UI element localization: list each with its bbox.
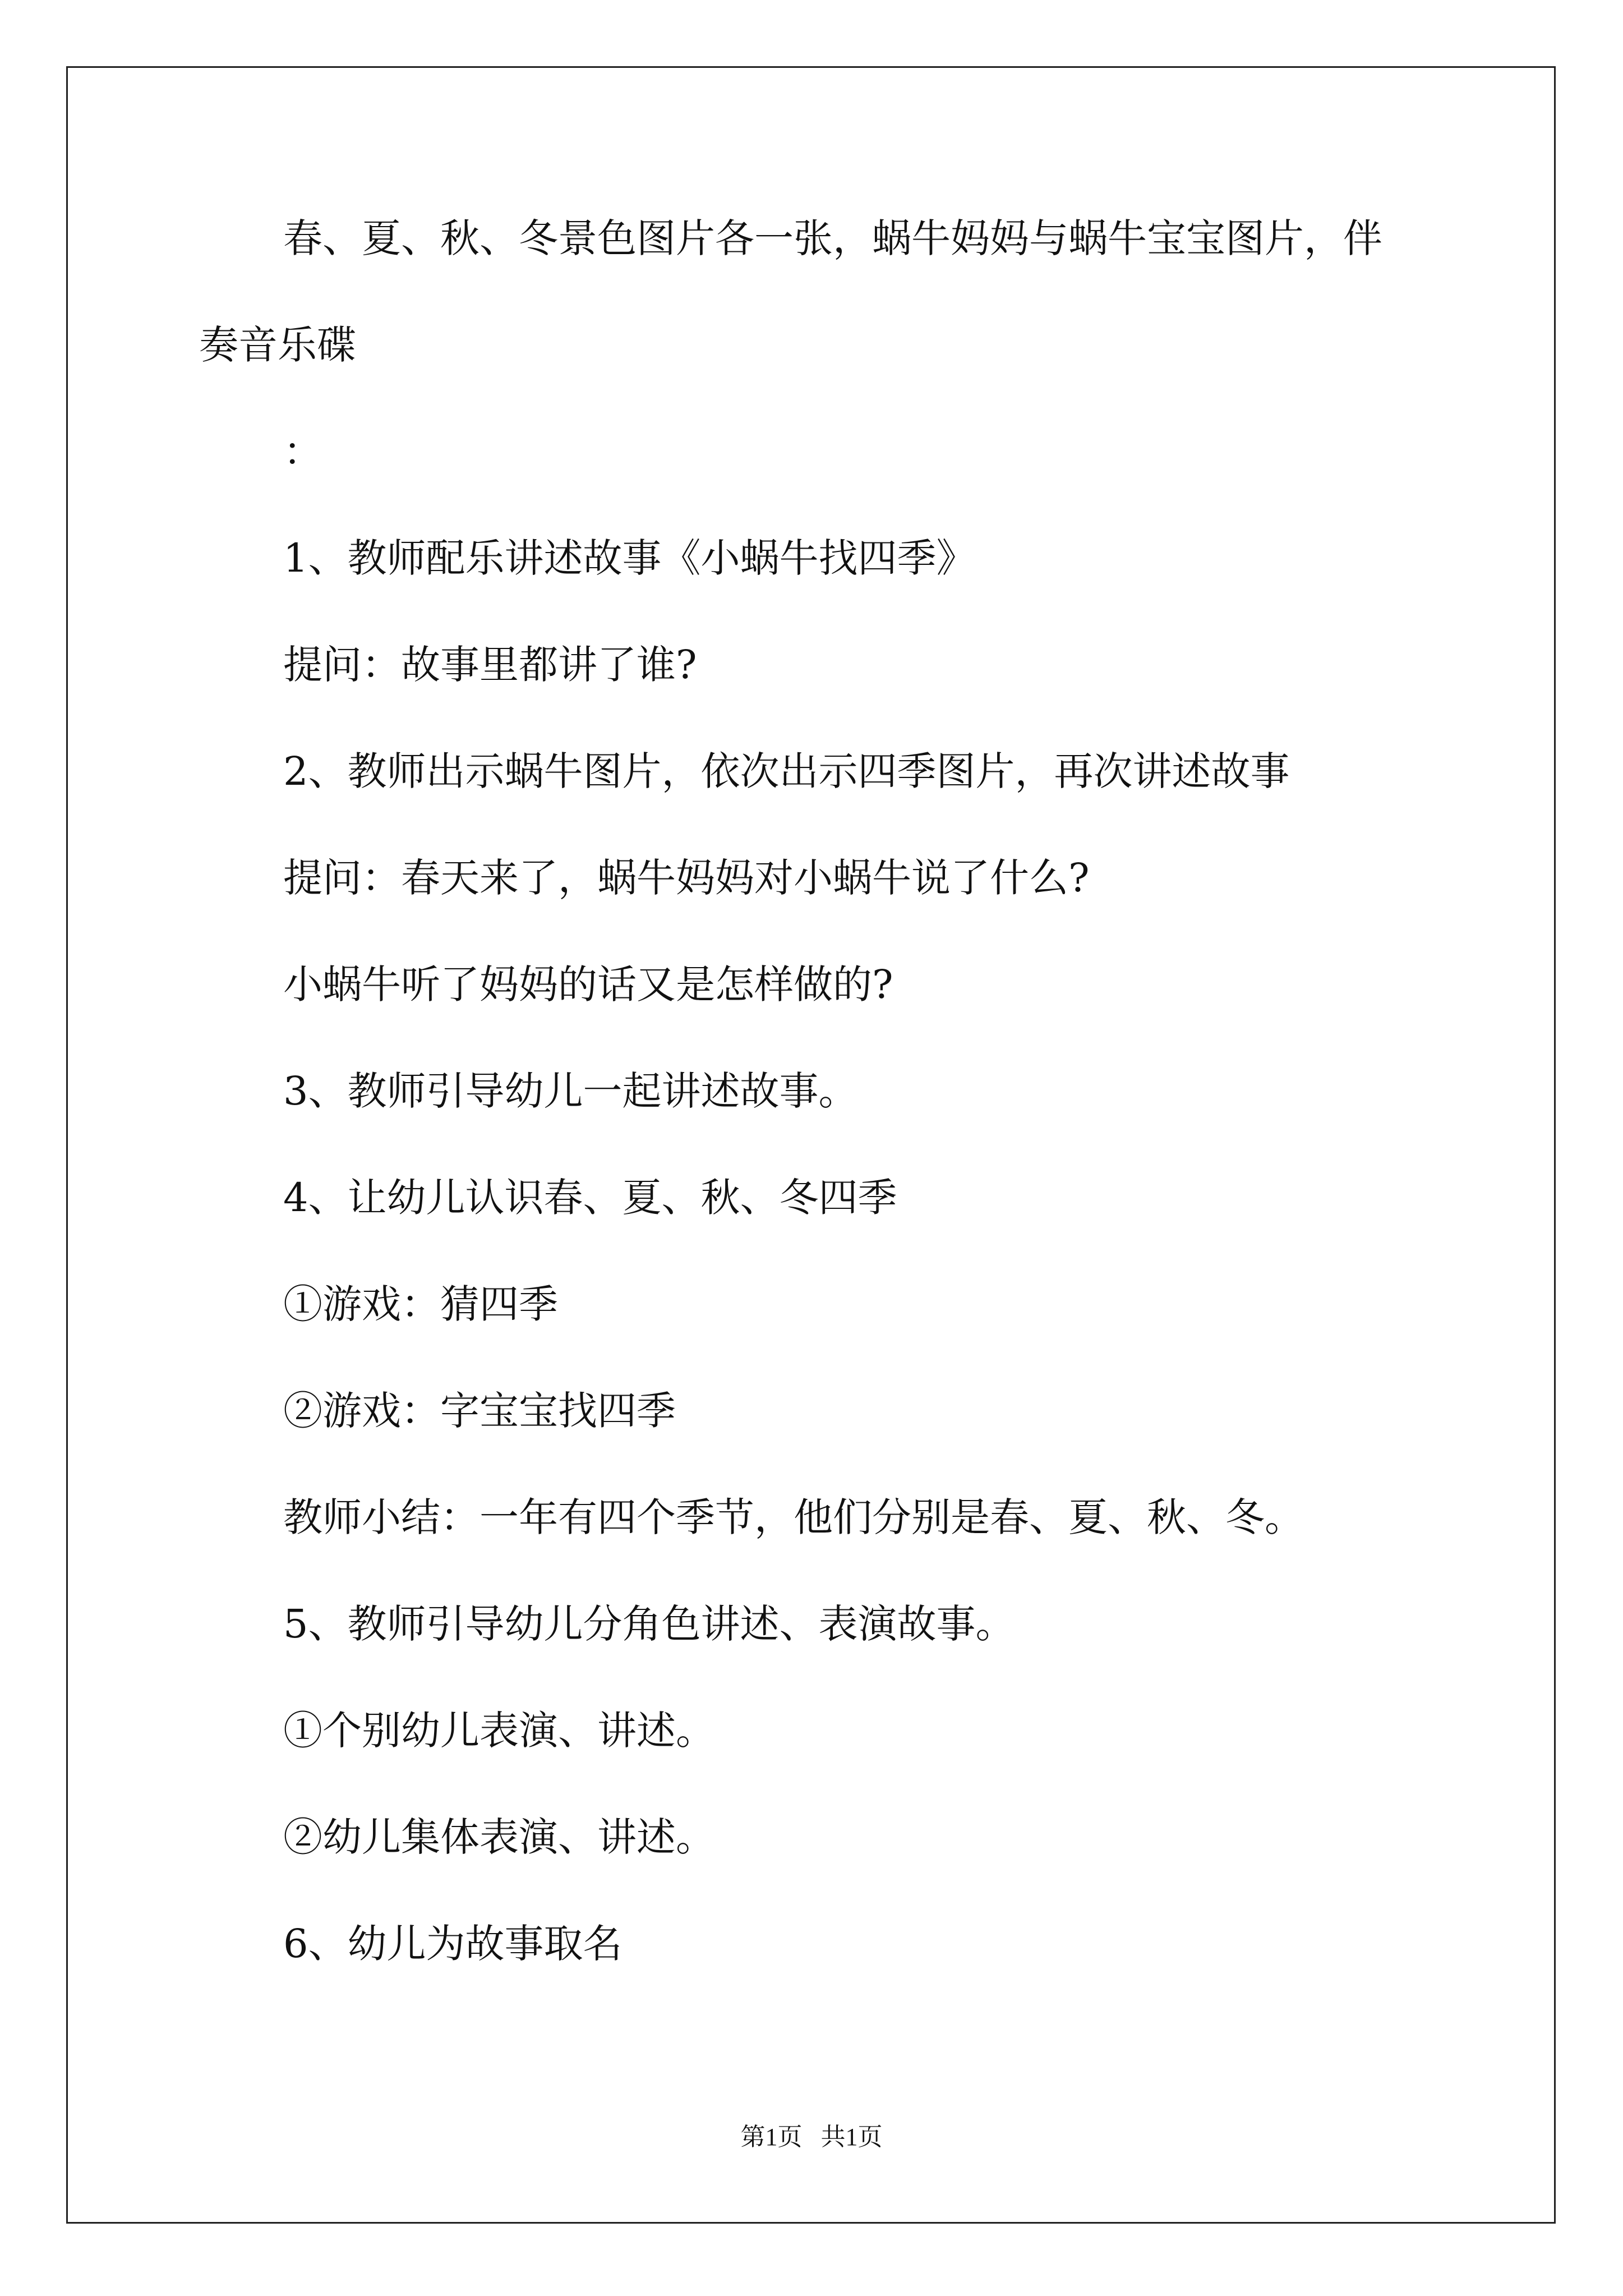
page-border [66,66,1556,2224]
page-number-footer: 第1页 共1页 [740,2123,883,2151]
paragraph-performance-1: ①个别幼儿表演、讲述。 [283,1708,715,1754]
paragraph-process-heading: ： [283,429,322,475]
paragraph-question-1: 提问：故事里都讲了谁? [283,642,697,688]
paragraph-question-2: 提问：春天来了，蜗牛妈妈对小蜗牛说了什么? [283,855,1090,901]
paragraph-question-3: 小蜗牛听了妈妈的话又是怎样做的? [283,961,893,1007]
paragraph-step-5: 5、教师引导幼儿分角色讲述、表演故事。 [283,1601,1015,1647]
paragraph-materials: 春、夏、秋、冬景色图片各一张，蜗牛妈妈与蜗牛宝宝图片，伴 [283,215,1382,261]
paragraph-materials-continued: 奏音乐碟 [199,322,356,368]
paragraph-step-1: 1、教师配乐讲述故事《小蜗牛找四季》 [283,535,976,581]
paragraph-step-6: 6、幼儿为故事取名 [283,1921,623,1967]
paragraph-game-2: ②游戏：字宝宝找四季 [283,1388,676,1434]
paragraph-teacher-summary: 教师小结：一年有四个季节，他们分别是春、夏、秋、冬。 [283,1494,1304,1540]
paragraph-game-1: ①游戏：猜四季 [283,1281,558,1327]
paragraph-step-4: 4、让幼儿认识春、夏、秋、冬四季 [283,1175,897,1221]
paragraph-performance-2: ②幼儿集体表演、讲述。 [283,1814,715,1860]
paragraph-step-2: 2、教师出示蜗牛图片，依次出示四季图片，再次讲述故事 [283,748,1290,794]
paragraph-step-3: 3、教师引导幼儿一起讲述故事。 [283,1068,858,1114]
